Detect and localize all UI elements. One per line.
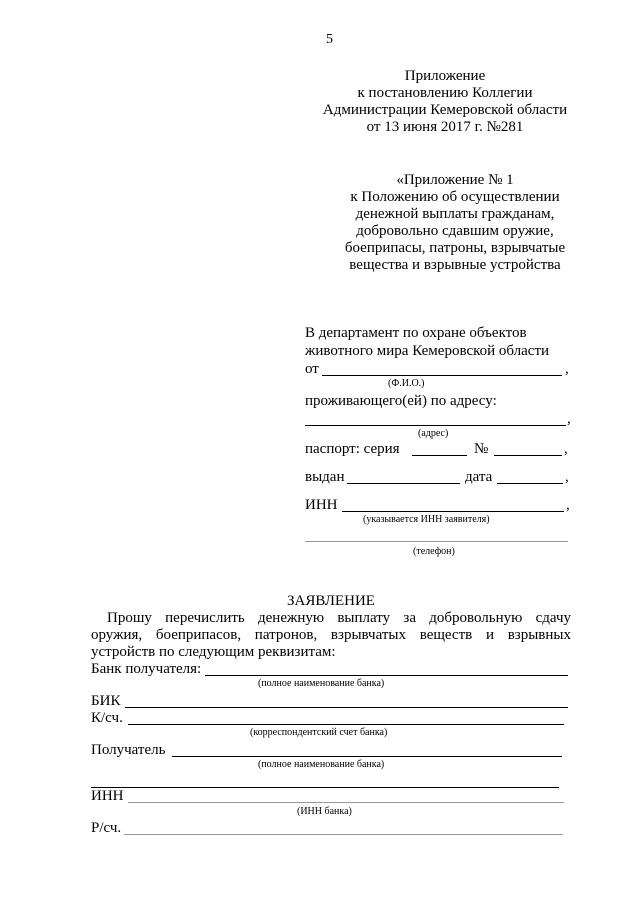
comma: , [567, 411, 571, 427]
appendix-line: к постановлению Коллегии [357, 85, 533, 101]
recipient-field[interactable] [172, 756, 562, 757]
appendix1-line: вещества и взрывные устройства [349, 257, 561, 273]
comma: , [566, 497, 570, 513]
appendix1-line: «Приложение № 1 [396, 172, 514, 188]
appendix-line: Администрации Кемеровской области [322, 102, 568, 118]
bank-inn-label: ИНН [91, 788, 124, 804]
inn-field[interactable] [342, 511, 564, 512]
statement-text-line: устройств по следующим реквизитам: [91, 644, 336, 660]
comma: , [564, 441, 568, 457]
addressee-to-line: В департамент по охране объектов [305, 325, 527, 341]
inn-label: ИНН [305, 497, 338, 513]
residing-label: проживающего(ей) по адресу: [305, 393, 497, 409]
statement-text-line: оружия, боеприпасов, патронов, взрывчатых веществ и взрывных [91, 627, 571, 643]
phone-caption: (телефон) [413, 546, 455, 557]
inn-caption: (указывается ИНН заявителя) [363, 514, 490, 525]
bank-inn-caption: (ИНН банка) [297, 806, 352, 817]
fio-field[interactable] [322, 375, 562, 376]
appendix1-line: боеприпасы, патроны, взрывчатые [344, 240, 566, 256]
issued-by-field[interactable] [347, 483, 460, 484]
appendix1-line: денежной выплаты гражданам, [355, 206, 555, 222]
bik-label: БИК [91, 693, 121, 709]
passport-series-field[interactable] [412, 455, 467, 456]
address-field[interactable] [305, 425, 566, 426]
appendix1-line: добровольно сдавшим оружие, [356, 223, 554, 239]
statement-text-line: Прошу перечислить денежную выплату за добровольную сдачу [107, 610, 571, 626]
comma: , [565, 361, 569, 377]
bank-caption: (полное наименование банка) [258, 678, 385, 689]
bank-inn-field[interactable] [128, 802, 564, 803]
ks-field[interactable] [128, 724, 564, 725]
passport-number-field[interactable] [494, 455, 562, 456]
rs-field[interactable] [124, 834, 563, 835]
recipient-caption: (полное наименование банка) [258, 759, 385, 770]
from-label: от [305, 361, 319, 377]
rs-label: Р/сч. [91, 820, 122, 836]
fio-caption: (Ф.И.О.) [388, 378, 425, 389]
appendix1-line: к Положению об осуществлении [350, 189, 560, 205]
issue-date-field[interactable] [497, 483, 563, 484]
number-sign: № [474, 441, 489, 457]
bank-name-field[interactable] [205, 675, 568, 676]
recipient-continuation-field[interactable] [91, 787, 559, 788]
ks-label: К/сч. [91, 710, 123, 726]
statement-title: ЗАЯВЛЕНИЕ [287, 593, 375, 609]
bank-label: Банк получателя: [91, 661, 202, 677]
ks-caption: (корреспондентский счет банка) [250, 727, 388, 738]
bik-field[interactable] [125, 707, 568, 708]
appendix-line: Приложение [404, 68, 486, 84]
phone-field[interactable] [305, 541, 568, 542]
comma: , [565, 469, 569, 485]
addressee-to-line: животного мира Кемеровской области [305, 343, 550, 359]
recipient-label: Получатель [91, 742, 166, 758]
passport-label: паспорт: серия [305, 441, 400, 457]
page-number: 5 [326, 32, 333, 47]
appendix-line: от 13 июня 2017 г. №281 [366, 119, 524, 135]
issued-label: выдан [305, 469, 345, 485]
address-caption: (адрес) [418, 428, 449, 439]
date-label: дата [465, 469, 493, 485]
